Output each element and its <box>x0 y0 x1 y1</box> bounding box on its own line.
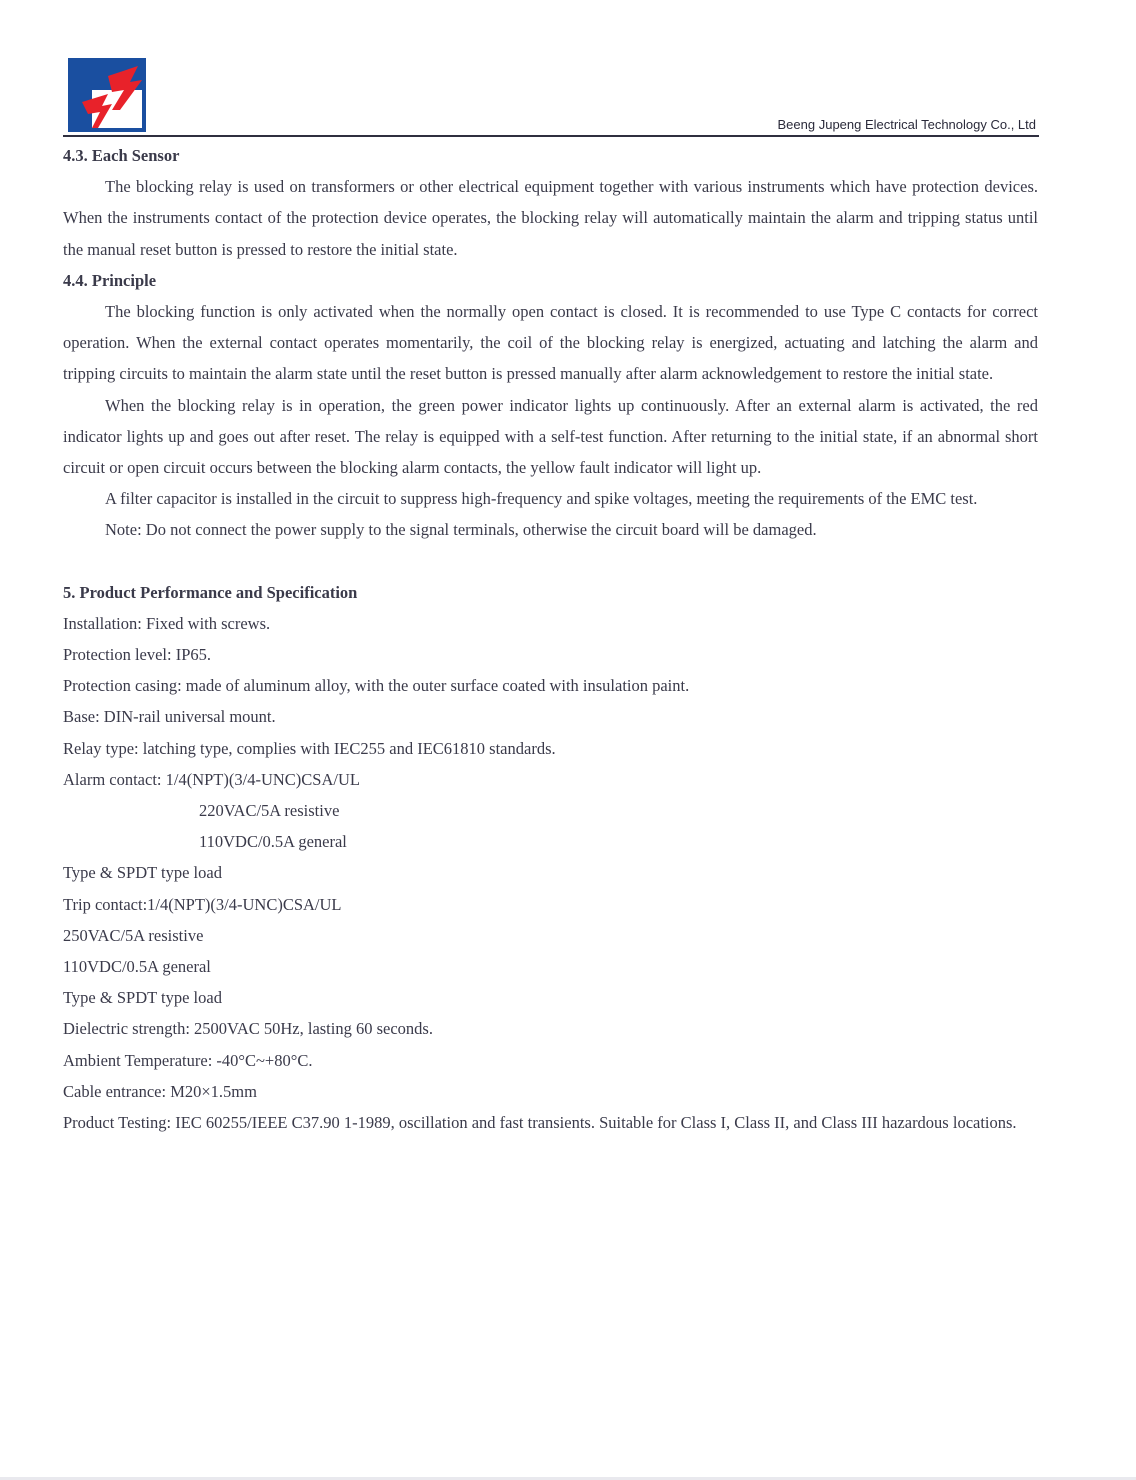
spec-line: Alarm contact: 1/4(NPT)(3/4-UNC)CSA/UL <box>63 769 360 789</box>
spec-line: Protection casing: made of aluminum alloy, with the outer surface coated with insulation paint. <box>63 676 690 696</box>
company-logo <box>68 58 146 132</box>
paragraph: The blocking relay is used on transformers or other electrical equipment together with various instruments which have protection devices. When the instruments contact of the protection device operates, the blocking relay will automatically maintain the alarm and tripping status until the manual reset button is pressed to restore the initial state. <box>63 177 1038 259</box>
spec-line: 220VAC/5A resistive <box>199 801 340 821</box>
spec-line: Relay type: latching type, complies with IEC255 and IEC61810 standards. <box>63 738 556 758</box>
header-rule <box>63 135 1039 137</box>
spec-line: Product Testing: IEC 60255/IEEE C37.90 1-1989, oscillation and fast transients. Suitable for Class I, Class II, and Class III hazardous locations. <box>63 1113 1017 1133</box>
spec-line: Type & SPDT type load <box>63 988 222 1008</box>
spec-line: Type & SPDT type load <box>63 863 222 883</box>
spec-line: 250VAC/5A resistive <box>63 925 204 945</box>
paragraph: A filter capacitor is installed in the circuit to suppress high-frequency and spike voltages, meeting the requirements of the EMC test. <box>105 489 978 509</box>
document-body <box>63 140 1038 1138</box>
spec-line: Protection level: IP65. <box>63 645 212 665</box>
spec-line: Ambient Temperature: -40°C~+80°C. <box>63 1050 313 1070</box>
spec-line: Cable entrance: M20×1.5mm <box>63 1081 257 1101</box>
paragraph: Note: Do not connect the power supply to the signal terminals, otherwise the circuit board will be damaged. <box>105 520 817 540</box>
spec-line: Base: DIN-rail universal mount. <box>63 707 276 727</box>
section-heading: 5. Product Performance and Specification <box>63 582 358 602</box>
section-heading: 4.4. Principle <box>63 270 157 290</box>
spec-line: Installation: Fixed with screws. <box>63 613 271 633</box>
spec-line: 110VDC/0.5A general <box>199 832 347 852</box>
spec-line: 110VDC/0.5A general <box>63 957 211 977</box>
header-company-name: Beeng Jupeng Electrical Technology Co., Ltd <box>777 117 1036 132</box>
section-heading: 4.3. Each Sensor <box>63 146 180 165</box>
paragraph: The blocking function is only activated when the normally open contact is closed. It is recommended to use Type C contacts for correct operation. When the external contact operates momentarily, the coil of the blocking relay is energized, actuating and latching the alarm and tripping circuits to maintain the alarm state until the reset button is pressed manually after alarm acknowledgement to restore the initial state. <box>63 302 1038 384</box>
paragraph: When the blocking relay is in operation, the green power indicator lights up continuously. After an external alarm is activated, the red indicator lights up and goes out after reset. The relay is equipped with a self-test function. After returning to the initial state, if an abnormal short circuit or open circuit occurs between the blocking alarm contacts, the yellow fault indicator will light up. <box>63 395 1038 478</box>
spec-line: Trip contact:1/4(NPT)(3/4-UNC)CSA/UL <box>63 894 342 914</box>
spacer <box>63 546 1038 577</box>
spec-list <box>63 608 1038 1138</box>
spec-line: Dielectric strength: 2500VAC 50Hz, lasting 60 seconds. <box>63 1019 433 1039</box>
